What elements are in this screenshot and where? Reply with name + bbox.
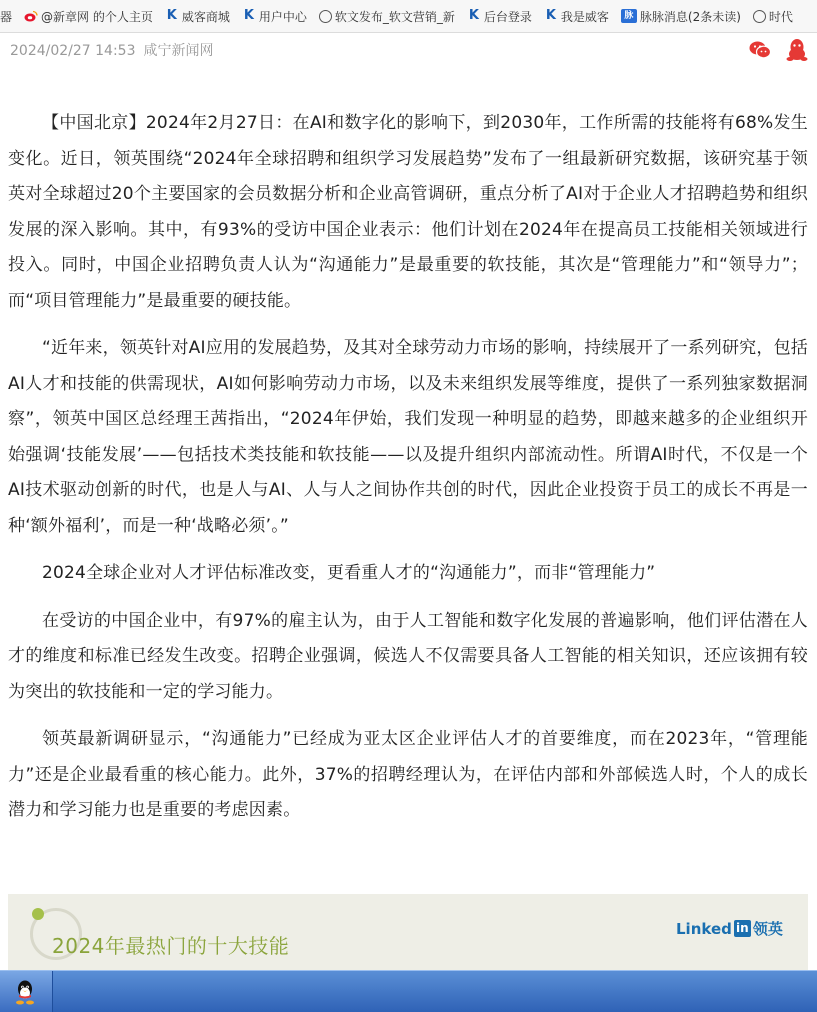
wechat-share-icon[interactable] (749, 40, 771, 60)
qq-penguin-icon[interactable] (12, 979, 38, 1005)
bookmark-label: 用户中心 (258, 9, 307, 24)
bookmark-label: 脉脉消息(2条未读) (639, 9, 741, 24)
bookmark-label: 器 (0, 9, 13, 24)
bookmark-item[interactable] (467, 8, 532, 25)
article-source: 咸宁新闻网 (143, 43, 214, 59)
bookmark-item[interactable] (0, 8, 12, 25)
article-banner-image (8, 894, 808, 974)
qq-share-icon[interactable] (786, 38, 808, 62)
linkedin-logo-text: Linked (676, 919, 732, 938)
globe-icon (753, 10, 766, 23)
globe-icon (319, 10, 332, 23)
bookmark-label: 软文发布_软文营销_新 (334, 9, 455, 24)
bookmark-label: 时代 (768, 9, 793, 24)
linkedin-logo (676, 918, 783, 939)
taskbar (0, 970, 817, 1012)
bookmark-label: 威客商城 (181, 9, 230, 24)
bookmark-item[interactable] (165, 8, 230, 25)
weibo-icon (24, 9, 38, 23)
bookmark-item[interactable] (753, 8, 793, 25)
maimai-icon: 脉 (621, 9, 637, 23)
linkedin-logo-cn: 领英 (752, 920, 783, 938)
k-logo-icon: K (243, 8, 254, 23)
k-logo-icon: K (545, 8, 556, 23)
bookmark-item[interactable] (24, 8, 153, 25)
bookmark-item[interactable] (544, 8, 609, 25)
article-paragraph: “近年来，领英针对AI应用的发展趋势，及其对全球劳动力市场的影响，持续展开了一系列研究，包括AI人才和技能的供需现状，AI如何影响劳动力市场，以及未来组织发展等维度，提供了一系列独家数据洞察”，领英中国区总经理王茜指出，“2024年伊始，我们发现一种明显的趋势，即越来越多的企业组织开始强调‘技能发展’——包括技术类技能和软技能——以及提升组织内部流动性。所谓AI时代，不仅是一个AI技术驱动创新的时代，也是人与AI、人与人之间协作共创的时代，因此企业投资于员工的成长不再是一种‘额外福利’，而是一种‘战略必须’。” (8, 338, 808, 536)
bookmark-label: @新章网 的个人主页 (41, 9, 153, 24)
bookmark-item[interactable] (621, 8, 741, 25)
banner-title: 2024年最热门的十大技能 (52, 934, 290, 958)
bookmark-label: 后台登录 (483, 9, 532, 24)
article-body (8, 106, 808, 841)
k-logo-icon: K (166, 8, 177, 23)
article-subheading: 2024全球企业对人才评估标准改变，更看重人才的“沟通能力”，而非“管理能力” (42, 563, 656, 583)
article-paragraph: 在受访的中国企业中，有97%的雇主认为，由于人工智能和数字化发展的普遍影响，他们评估潜在人才的维度和标准已经发生改变。招聘企业强调，候选人不仅需要具备人工智能的相关知识，还应该拥有较为突出的软技能和一定的学习能力。 (8, 610, 808, 702)
bookmark-item[interactable] (319, 8, 455, 25)
linkedin-in-mark: in (734, 920, 751, 937)
article-paragraph: 领英最新调研显示，“沟通能力”已经成为亚太区企业评估人才的首要维度，而在2023年，“管理能力”还是企业最看重的核心能力。此外，37%的招聘经理认为，在评估内部和外部候选人时，个人的成长潜力和学习能力也是重要的考虑因素。 (8, 729, 808, 820)
bookmarks-bar (0, 0, 817, 33)
bookmark-item[interactable] (242, 8, 307, 25)
k-logo-icon: K (468, 8, 479, 23)
banner-dot-decoration (32, 908, 44, 920)
article-datetime: 2024/02/27 14:53 (10, 43, 136, 59)
article-paragraph: 【中国北京】2024年2月27日：在AI和数字化的影响下，到2030年，工作所需的技能将有68%发生变化。近日，领英围绕“2024年全球招聘和组织学习发展趋势”发布了一组最新研究数据，该研究基于领英对全球超过20个主要国家的会员数据分析和企业高管调研，重点分析了AI对于企业人才招聘趋势和组织发展的深入影响。其中，有93%的受访中国企业表示：他们计划在2024年在提高员工技能相关领域进行投入。同时，中国企业招聘负责人认为“沟通能力”是最重要的软技能，其次是“管理能力”和“领导力”；而“项目管理能力”是最重要的硬技能。 (8, 113, 808, 311)
bookmark-label: 我是威客 (560, 9, 609, 24)
article-meta (10, 40, 214, 60)
